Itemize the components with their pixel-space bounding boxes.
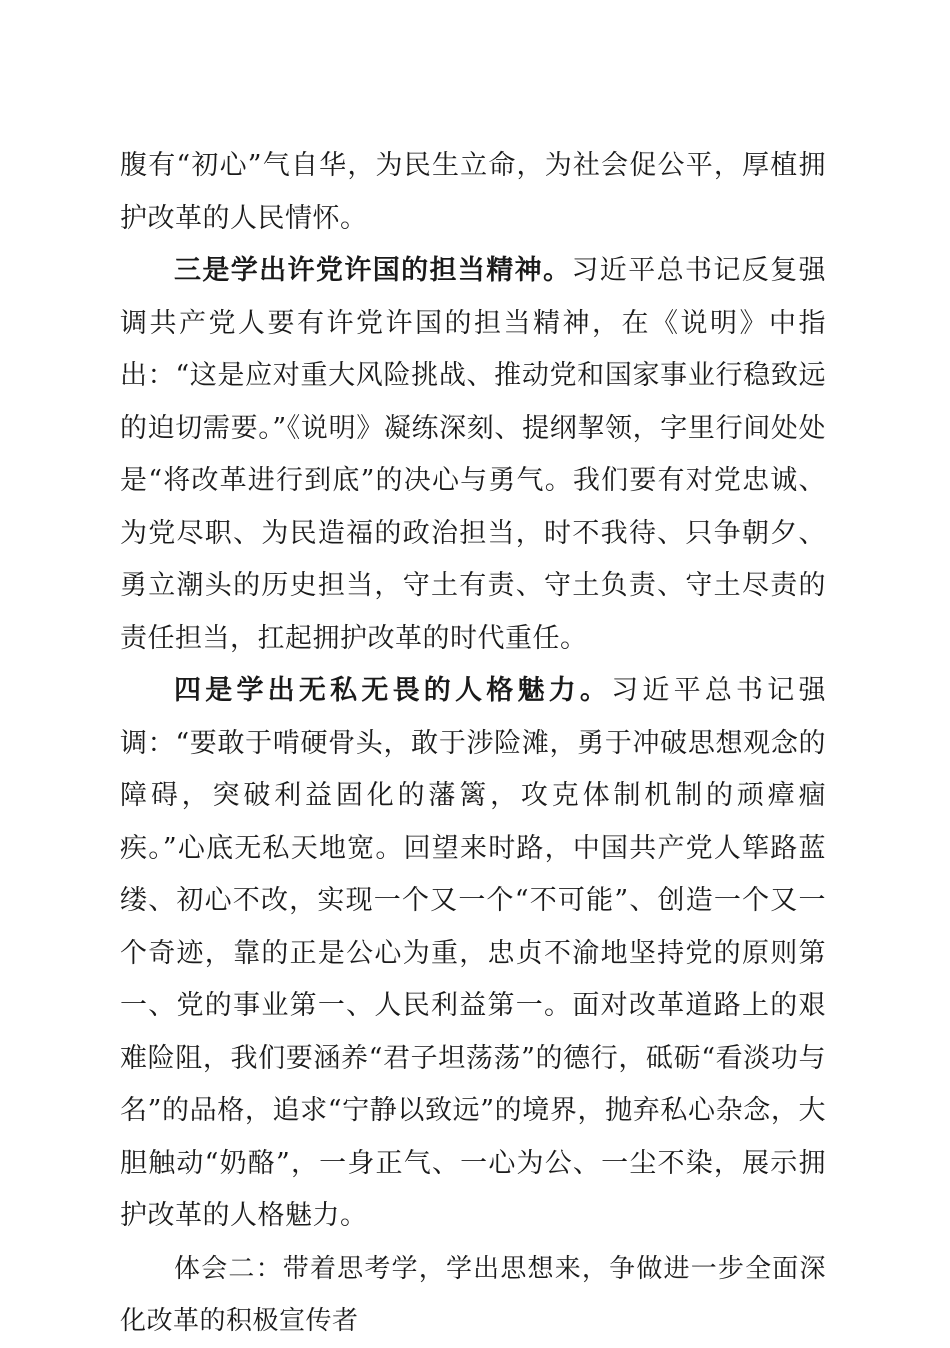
heading-text: 体会二：带着思考学，学出思想来，争做进一步全面深化改革的积极宣传者 xyxy=(120,1253,826,1336)
paragraph-text: 习近平总书记强调：“要敢于啃硬骨头，敢于涉险滩，勇于冲破思想观念的障碍，突破利益固化的藩篱，攻克体制机制的顽瘴痼疾。”心底无私天地宽。回望来时路，中国共产党人筚路蓝缕、初心不改，实现一个又一个“不可能”、创造一个又一个奇迹，靠的正是公心为重，忠贞不渝地坚持党的原则第一、党的事业第一、人民利益第一。面对改革道路上的艰难险阻，我们要涵养“君子坦荡荡”的德行，砥砺“看淡功与名”的品格，追求“宁静以致远”的境界，抛弃私心杂念，大胆触动“奶酪”，一身正气、一心为公、一尘不染，展示拥护改革的人格魅力。 xyxy=(120,675,827,1231)
paragraph-text: 习近平总书记反复强调共产党人要有许党许国的担当精神，在《说明》中指出：“这是应对重大风险挑战、推动党和国家事业行稳致远的迫切需要。”《说明》凝练深刻、提纲挈领，字里行间处处是“将改革进行到底”的决心与勇气。我们要有对党忠诚、为党尽职、为民造福的政治担当，时不我待、只争朝夕、勇立潮头的历史担当，守土有责、守土负责、守土尽责的责任担当，扛起拥护改革的时代重任。 xyxy=(120,255,827,654)
section-heading xyxy=(120,1243,826,1348)
paragraph-text: 腹有“初心”气自华，为民生立命，为社会促公平，厚植拥护改革的人民情怀。 xyxy=(120,150,826,234)
paragraph-lead: 三是学出许党许国的担当精神。 xyxy=(174,255,572,286)
paragraph-lead: 四是学出无私无畏的人格魅力。 xyxy=(174,675,612,706)
paragraph-continuation xyxy=(120,140,826,245)
paragraph-point-four xyxy=(120,665,826,1243)
document-body xyxy=(120,140,826,1348)
paragraph-point-three xyxy=(120,245,826,665)
